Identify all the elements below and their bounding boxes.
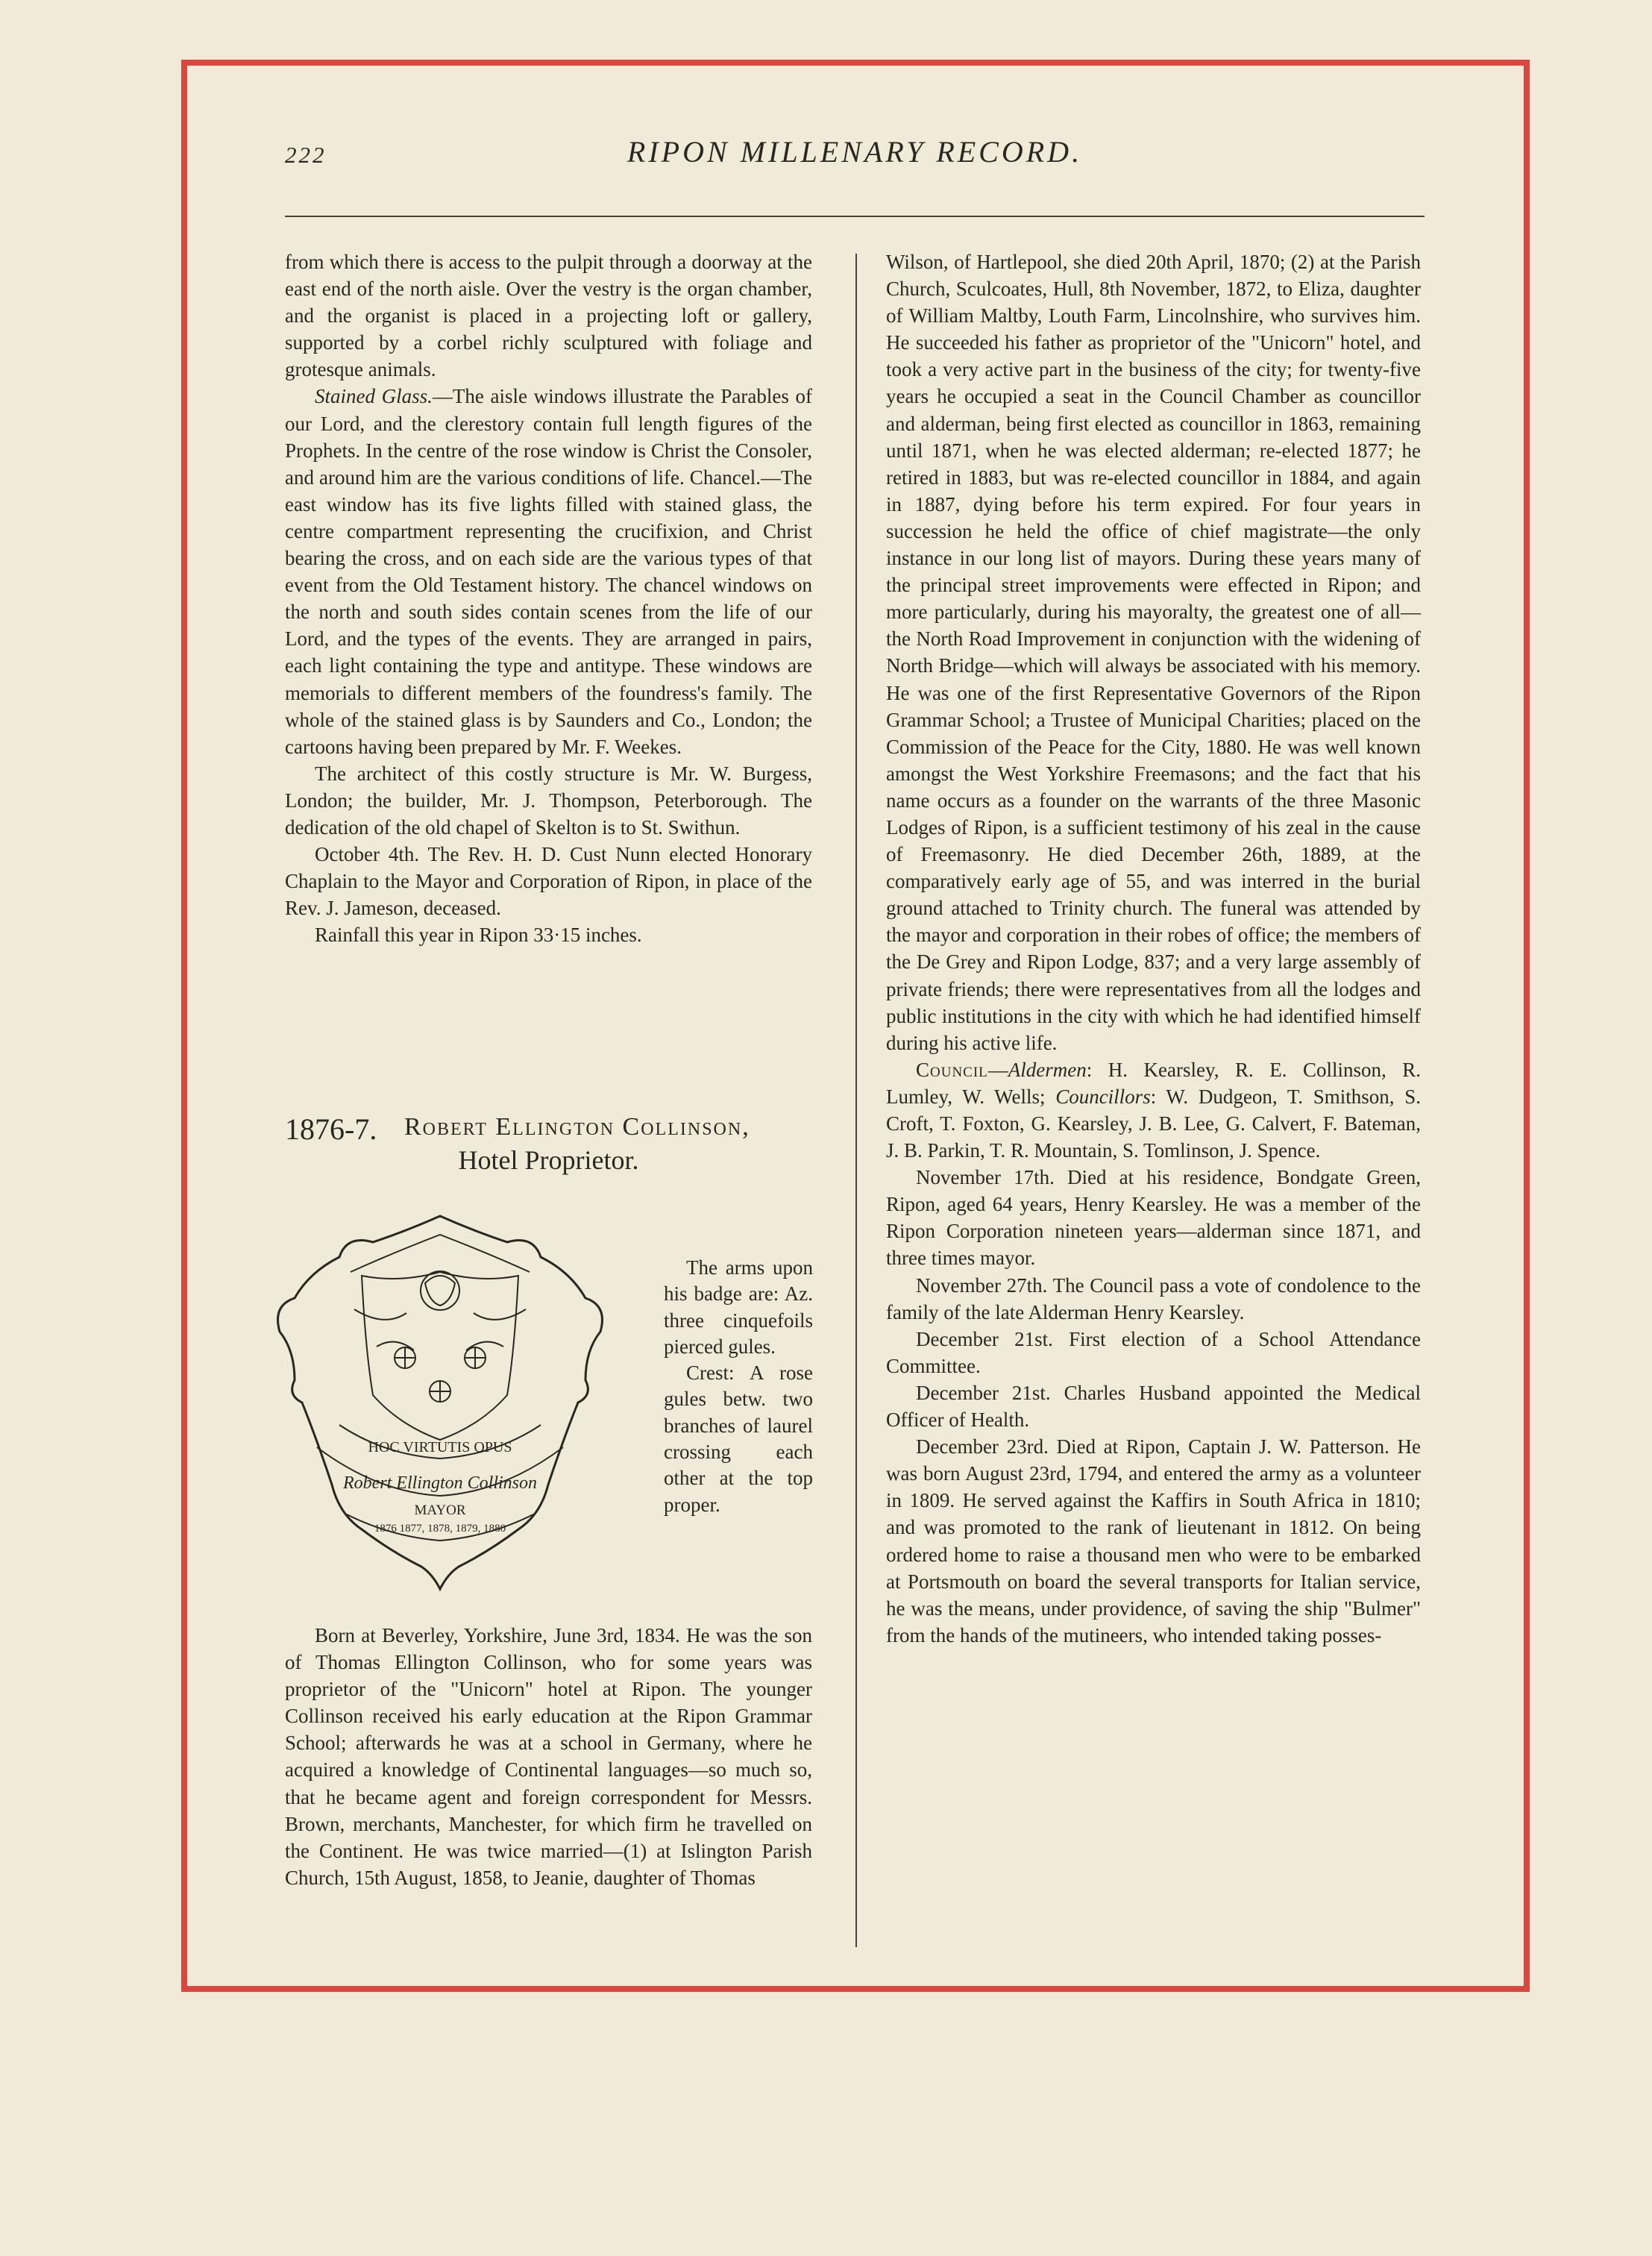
paragraph: Rainfall this year in Ripon 33·15 inches. (315, 924, 642, 947)
entry-year: 1876-7. (285, 1112, 377, 1146)
section-label: Stained Glass. (315, 385, 433, 408)
aldermen-list: : H. Kearsley, R. E. Collinson, R. Lumley, W. Wells; (886, 1058, 1421, 1108)
crest-name-scroll: Robert Ellington Collinson (342, 1473, 538, 1493)
paragraph: December 23rd. Died at Ripon, Captain J. W. Patterson. He was born August 23rd, 1794, and entered the army as a volunteer in 1809. He served against the Kaffirs in South Africa in 1810; and was promoted to the rank of lieutenant in 1812. On being ordered home to raise a thousand men who were to be embarked at Portsmouth on board the several transports for Italian service, he was the means, under providence, of saving the ship "Bulmer" from the hands of the mutineers, who intended taking posses- (886, 1435, 1421, 1646)
council-label: Council (916, 1058, 988, 1081)
page-number: 222 (285, 142, 327, 168)
left-column (285, 248, 812, 948)
right-column (886, 248, 1421, 1649)
paragraph: November 27th. The Council pass a vote of condolence to the family of the late Alderman Henry Kearsley. (886, 1273, 1421, 1323)
aldermen-label: Aldermen (1008, 1058, 1087, 1081)
paragraph: Wilson, of Hartlepool, she died 20th April, 1870; (2) at the Parish Church, Sculcoates, Hull, 8th November, 1872, to Eliza, daughter of William Maltby, Louth Farm, Lincolnshire, who survives him. He succeeded his father as proprietor of the "Unicorn" hotel, and took a very active part in the business of the city; for twenty-five years he occupied a seat in the Council Chamber as councillor and alderman, being first elected as councillor in 1863, remaining until 1871, when he was elected alderman; re-elected 1877; he retired in 1883, but was re-elected councillor in 1884, and again in 1887, dying before his term expired. For four years in succession he held the office of chief magistrate—the only instance in our long list of mayors. During these years many of the principal street improvements were effected in Ripon; and more particularly, during his mayoralty, the greatest one of all—the North Road Improvement in conjunction with the widening of North Bridge—which will always be associated with his memory. He was one of the first Representative Governors of the Ripon Grammar School; a Trustee of Municipal Charities; placed on the Commission of the Peace for the City, 1880. He was well known amongst the West Yorkshire Freemasons; and the fact that his name occurs as a founder on the warrants of the three Masonic Lodges of Ripon, is a sufficient testimony of his zeal in the cause of Freemasonry. He died December 26th, 1889, at the comparatively early age of 55, and was interred in the burial ground attached to Trinity church. The funeral was attended by the mayor and corporation in their robes of office; the members of the De Grey and Ripon Lodge, 837; and a very large assembly of private friends; there were representatives from all the lodges and public institutions in the city with which he had identified himself during his active life. (886, 251, 1421, 1054)
page-header (285, 128, 1425, 181)
crest-motto: HOC VIRTUTIS OPUS (368, 1439, 512, 1456)
paragraph-text: —The aisle windows illustrate the Parables of our Lord, and the clerestory contain full length figures of the Prophets. In the centre of the rose window is Christ the Consoler, and around him are the various conditions of life. Chancel.—The east window has its five lights filled with stained glass, the centre compartment representing the crucifixion, and Christ bearing the cross, and on each side are the various types of that event from the Old Testament history. The chancel windows on the north and south sides contain scenes from the life of our Lord, and the types of the events. They are arranged in pairs, each light containing the type and antitype. These windows are memorials to different members of the foundress's family. The whole of the stained glass is by Saunders and Co., London; the cartoons having been prepared by Mr. F. Weekes. (285, 385, 812, 758)
column-divider (855, 254, 857, 1947)
crest-text: Crest: A rose gules betw. two branches of laurel crossing each other at the top proper. (664, 1362, 813, 1516)
paragraph: December 21st. First election of a School Attendance Committee. (886, 1327, 1421, 1377)
crest-years: 1876 1877, 1878, 1879, 1880 (374, 1523, 506, 1535)
paragraph-stained-glass (285, 383, 812, 759)
biography (285, 1622, 812, 1891)
paragraph: December 21st. Charles Husband appointed the Medical Officer of Health. (886, 1381, 1421, 1432)
entry-name: Robert Ellington Collinson, (404, 1113, 750, 1141)
councillors-list: : W. Dudgeon, T. Smithson, S. Croft, T. Foxton, G. Kearsley, J. B. Lee, G. Calvert, F. Bateman, J. B. Parkin, T. R. Mountain, S. Tomlinson, J. Spence. (886, 1085, 1422, 1162)
paragraph: November 17th. Died at his residence, Bondgate Green, Ripon, aged 64 years, Henry Kearsley. He was a member of the Ripon Corporation nineteen years—alderman since 1871, and three times mayor. (886, 1166, 1421, 1270)
arms-text: The arms upon his badge are: Az. three cinquefoils pierced gules. (664, 1256, 813, 1358)
running-title: RIPON MILLENARY RECORD. (626, 135, 1083, 169)
paragraph: from which there is access to the pulpit through a doorway at the east end of the north aisle. Over the vestry is the organ chamber, and the organist is placed in a projecting loft or gallery, supported by a corbel richly sculptured with foliage and grotesque animals. (285, 251, 812, 381)
mayor-badge-crest (235, 1201, 645, 1619)
arms-description (664, 1255, 813, 1518)
crest-mayor-label: MAYOR (414, 1503, 466, 1518)
header-rule (285, 216, 1425, 217)
paragraph: Born at Beverley, Yorkshire, June 3rd, 1834. He was the son of Thomas Ellington Collinson, who for some years was proprietor of the "Unicorn" hotel at Ripon. The younger Collinson received his early education at the Ripon Grammar School; afterwards he was at a school in Germany, where he acquired a knowledge of Continental languages—so much so, that he became agent and foreign correspondent for Messrs. Brown, merchants, Manchester, for which firm he travelled on the Continent. He was twice married—(1) at Islington Parish Church, 15th August, 1858, to Jeanie, daughter of Thomas (285, 1624, 812, 1889)
entry-occupation: Hotel Proprietor. (458, 1145, 639, 1175)
paragraph: October 4th. The Rev. H. D. Cust Nunn elected Honorary Chaplain to the Mayor and Corporation of Ripon, in place of the Rev. J. Jameson, deceased. (285, 843, 812, 920)
council-paragraph (886, 1056, 1421, 1164)
councillors-label: Councillors (1055, 1085, 1151, 1108)
council-dash: — (987, 1058, 1008, 1081)
paragraph: The architect of this costly structure is Mr. W. Burgess, London; the builder, Mr. J. Thompson, Peterborough. The dedication of the old chapel of Skelton is to St. Swithun. (285, 762, 812, 839)
